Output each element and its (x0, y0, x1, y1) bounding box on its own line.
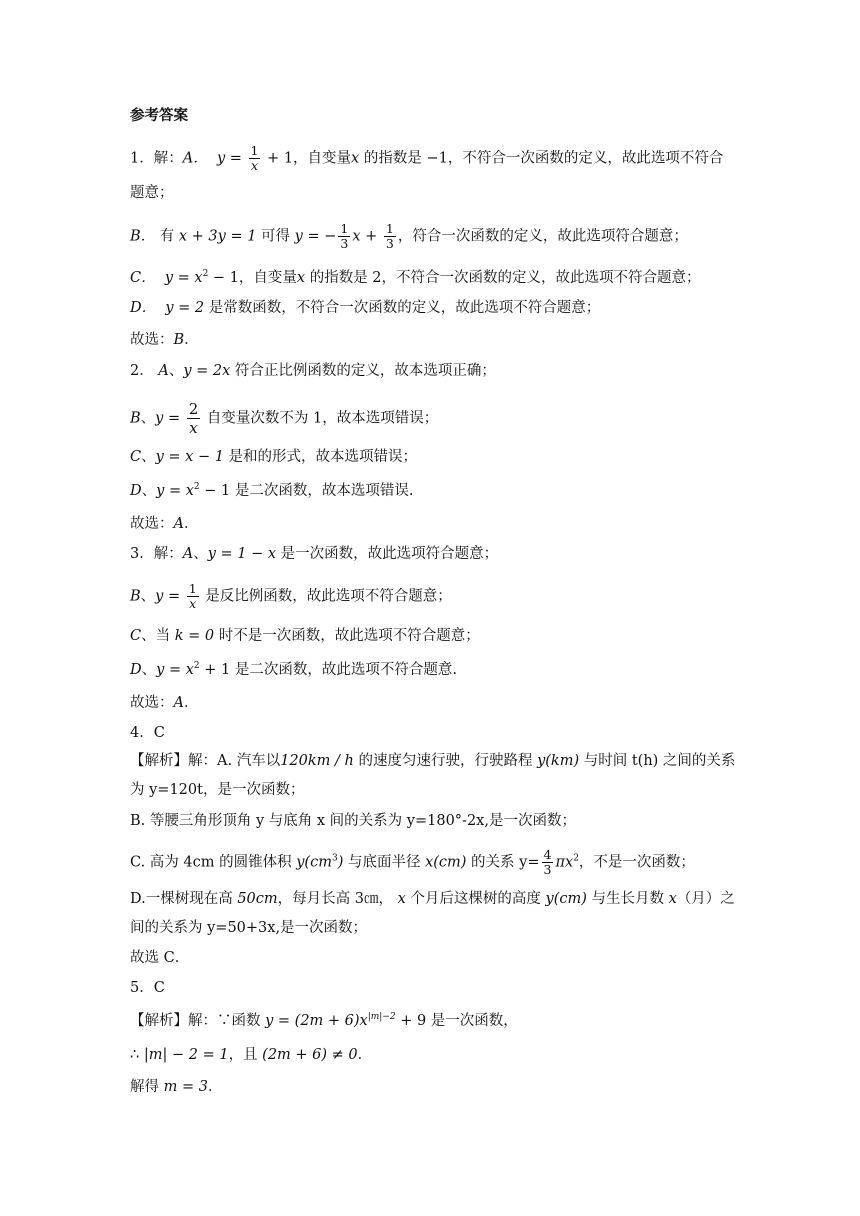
text: ，自变量 (238, 270, 297, 286)
formula: − 1 (208, 270, 239, 286)
variable: x (397, 891, 406, 907)
text: 是二次函数，故本选项错误. (230, 483, 414, 499)
numerator: 1 (250, 143, 259, 158)
q5-line-1 (130, 1011, 740, 1031)
q4-line-1 (130, 751, 740, 771)
text: 故选： (130, 332, 174, 348)
fraction (187, 400, 201, 437)
exponent: 2 (573, 853, 579, 864)
numerator: 1 (340, 221, 349, 236)
q4-line-4 (130, 848, 740, 877)
formula: y = 2x (183, 363, 231, 379)
denominator: x (189, 419, 198, 437)
text: 自变量次数不为 1，故本选项错误； (202, 410, 439, 427)
fraction (542, 848, 554, 877)
option-label: B (130, 588, 141, 605)
page-title: 参考答案 (130, 108, 188, 124)
text: 可得 (256, 228, 295, 245)
q5-number: 5．C (130, 980, 165, 996)
text: 与时间 t(h) 之间的关系 (579, 753, 736, 769)
q1-number: 1． (130, 150, 154, 167)
text: 故选 (130, 950, 164, 966)
option-label: D． (130, 300, 157, 316)
formula: x + 3y = 1 (178, 228, 257, 245)
numerator: 1 (385, 221, 394, 236)
numerator: 2 (188, 400, 199, 418)
text: ，且 (228, 1047, 263, 1063)
q2-line-2 (130, 400, 740, 437)
option-label: C (130, 628, 142, 644)
text: ． (174, 950, 190, 966)
text: ，符合一次函数的定义，故此选项符合题意； (397, 228, 688, 245)
text: 【解析】解：∵函数 (130, 1013, 266, 1029)
q4-line-6: 间的关系为 y=50+3x,是一次函数； (130, 920, 368, 936)
denominator: 3 (340, 236, 349, 251)
formula: y = x (156, 483, 194, 499)
text: 、 (140, 410, 156, 427)
formula: m = 3 (163, 1079, 208, 1095)
text: 是和的形式，故本选项错误； (223, 449, 418, 465)
text: 是反比例函数，故此选项不符合题意； (200, 588, 452, 605)
q4-line-7 (130, 948, 740, 968)
formula: ) (337, 854, 344, 871)
formula: 120km / h (280, 753, 354, 769)
formula: x(cm) (425, 854, 467, 871)
text: 、 (140, 588, 156, 605)
formula: y = (216, 150, 247, 167)
q3-line-1 (130, 544, 740, 564)
formula: y = (155, 410, 185, 427)
q3-number: 3． (130, 546, 154, 562)
text: 、 (141, 449, 156, 465)
q2-line-1 (130, 361, 740, 381)
formula: + 9 (395, 1013, 427, 1029)
exponent: 2 (193, 661, 200, 672)
q4-number: 4．C (130, 725, 165, 741)
text: 与底面半径 (343, 854, 426, 871)
formula: y(cm (296, 854, 332, 871)
formula: (2m + 6) ≠ 0 (262, 1047, 358, 1063)
option-label: C (130, 449, 142, 465)
text: ． (183, 695, 199, 711)
formula: y = x − 1 (155, 449, 224, 465)
formula: y = x (156, 662, 194, 678)
option-label: A (158, 363, 169, 379)
answer: A (173, 516, 184, 532)
text: 、 (141, 483, 157, 499)
formula: + 1 (199, 662, 231, 678)
denominator: x (189, 596, 197, 611)
text: ∴ (130, 1047, 144, 1063)
text: C. 高为 4cm 的圆锥体积 (130, 854, 297, 871)
exponent: 2 (202, 269, 209, 280)
formula: −1 (426, 150, 448, 167)
q3-line-2 (130, 582, 740, 611)
numerator: 1 (188, 581, 197, 596)
answer: B (173, 332, 185, 348)
option-label: D (130, 662, 142, 678)
text: ． (183, 516, 199, 532)
text: 、当 (141, 628, 175, 644)
q2-number: 2． (130, 363, 154, 379)
denominator: 3 (543, 862, 552, 877)
text: 解得 (130, 1079, 164, 1095)
formula: y = 1 − x (207, 546, 277, 562)
q3-line-3 (130, 626, 740, 646)
exponent: 3 (331, 853, 338, 864)
q1-line-3 (130, 222, 740, 251)
fraction (187, 582, 199, 611)
text: 的指数是 (359, 150, 427, 167)
text: 的关系 y= (466, 854, 540, 871)
text: 符合正比例函数的定义，故本选项正确； (230, 363, 496, 379)
q3-line-5 (130, 693, 740, 713)
variable: x (668, 891, 677, 907)
q3-line-4 (130, 660, 740, 680)
text: 、 (141, 662, 157, 678)
numerator: 4 (543, 847, 552, 862)
fraction (384, 222, 396, 251)
text: ，不符合一次函数的定义，故此选项不符合 (447, 150, 724, 167)
option-label: B． (130, 228, 156, 245)
q4-line-5 (130, 889, 740, 909)
text: ，自变量 (293, 150, 352, 167)
formula: k = 0 (174, 628, 215, 644)
text: 有 (159, 228, 179, 245)
option-label: A (182, 546, 194, 562)
q1-line-4 (130, 268, 740, 288)
text: 故选： (130, 695, 174, 711)
option-label: B (130, 410, 141, 427)
formula: y = x (164, 270, 203, 286)
formula: y(km) (537, 753, 580, 769)
text: 解： (153, 546, 183, 562)
q2-line-4 (130, 481, 740, 501)
text: （月）之 (676, 891, 735, 907)
q1-line-5 (130, 298, 740, 318)
text: 故选： (130, 516, 174, 532)
formula: y = 2 (165, 300, 205, 316)
q4-line-3: B. 等腰三角形顶角 y 与底角 x 间的关系为 y=180°-2x,是一次函数； (130, 813, 576, 829)
text: ，每月长高 3㎝， (277, 891, 398, 907)
option-label: A． (182, 150, 208, 167)
formula: y = (2m + 6)x (265, 1013, 368, 1029)
text: D.一棵树现在高 (130, 891, 238, 907)
formula: y = (155, 588, 185, 605)
text: ，不是一次函数； (578, 854, 695, 871)
fraction (249, 144, 261, 173)
option-label: C． (130, 270, 156, 286)
exponent: 2 (193, 482, 200, 493)
variable: x (351, 150, 360, 167)
option-label: D (130, 483, 142, 499)
exponent: |m|−2 (367, 1012, 396, 1023)
text: 个月后这棵树的高度 (405, 891, 546, 907)
text: 的速度匀速行驶，行驶路程 (353, 753, 538, 769)
q4-line-2: 为 y=120t，是一次函数； (130, 782, 305, 798)
formula: πx (555, 854, 574, 871)
text: 【解析】解：A. 汽车以 (130, 753, 281, 769)
formula: + 1 (262, 150, 294, 167)
q2-line-3 (130, 447, 740, 467)
text: 是一次函数，故此选项符合题意； (276, 546, 499, 562)
text: 的指数是 2，不符合一次函数的定义，故此选项不符合题意； (305, 270, 701, 286)
answer: C (163, 950, 175, 966)
formula: y = − (294, 228, 337, 245)
text: 时不是一次函数，故此选项不符合题意； (214, 628, 480, 644)
q2-line-5 (130, 514, 740, 534)
formula: x + (352, 228, 382, 245)
formula: 50cm (237, 891, 278, 907)
text: ． (357, 1047, 373, 1063)
formula: y(cm) (545, 891, 587, 907)
q1-line-6 (130, 330, 740, 350)
variable: x (296, 270, 306, 286)
q5-line-2 (130, 1045, 740, 1065)
text: ． (207, 1079, 223, 1095)
formula: − 1 (199, 483, 231, 499)
answer: A (173, 695, 184, 711)
formula: |m| − 2 = 1 (143, 1047, 229, 1063)
denominator: 3 (385, 236, 394, 251)
fraction (338, 222, 350, 251)
text: 解： (153, 150, 183, 167)
text: 、 (193, 546, 208, 562)
text: ． (184, 332, 199, 348)
text: 是二次函数，故此选项不符合题意. (230, 662, 457, 678)
text: 是常数函数，不符合一次函数的定义，故此选项不符合题意； (204, 300, 601, 316)
denominator: x (250, 158, 258, 173)
q1-line-2: 题意； (130, 185, 174, 201)
q5-line-3 (130, 1077, 740, 1097)
q1-line-1 (130, 144, 740, 173)
text: 、 (168, 363, 184, 379)
text: 是一次函数， (426, 1013, 518, 1029)
text: 与生长月数 (586, 891, 669, 907)
